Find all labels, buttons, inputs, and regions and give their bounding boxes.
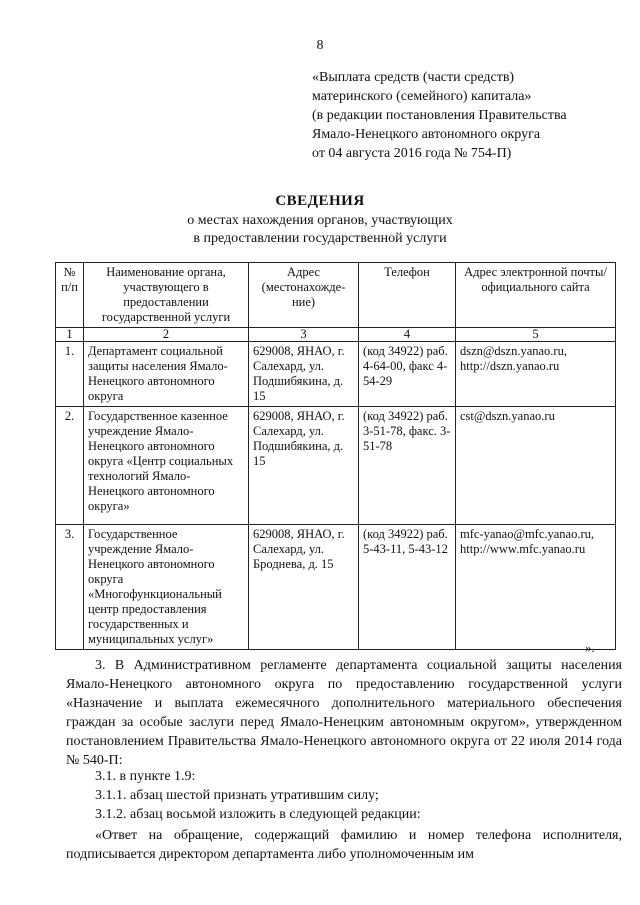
table-header-row: [56, 263, 616, 328]
row-agency-name: Департамент социальной защиты населения Ямало-Ненецкого автономного округа: [84, 342, 249, 407]
header-email: Адрес электронной почты/ официального сайта: [456, 263, 616, 328]
row-agency-name: Государственное казенное учреждение Ямало-Ненецкого автономного округа «Центр социальных технологий Ямало-Ненецкого автономного округа»: [84, 407, 249, 525]
row-num: 2.: [56, 407, 84, 525]
header-agency-name: Наименование органа, участвующего в предоставлении государственной услуги: [84, 263, 249, 328]
table-row: [56, 525, 616, 650]
closing-quote: ».: [585, 640, 595, 655]
header-phone: Телефон: [359, 263, 456, 328]
column-number: 1: [56, 328, 84, 342]
paragraph-3-1-2: 3.1.2. абзац восьмой изложить в следующей редакции:: [95, 807, 421, 822]
header-line: от 04 августа 2016 года № 754-П): [312, 146, 512, 161]
subtitle-line: о местах нахождения органов, участвующих: [187, 213, 453, 228]
page-number: 8: [316, 38, 324, 53]
column-number: 5: [456, 328, 616, 342]
header-line: (в редакции постановления Правительства: [312, 108, 567, 123]
document-title: СВЕДЕНИЯ: [275, 193, 365, 209]
row-phone: (код 34922) раб. 4-64-00, факс 4-54-29: [359, 342, 456, 407]
agencies-table: [55, 262, 616, 650]
quoted-paragraph: «Ответ на обращение, содержащий фамилию и номер телефона исполнителя, подписывается директором департамента либо уполномоченным им: [66, 828, 622, 862]
row-num: 3.: [56, 525, 84, 650]
table-column-numbers-row: [56, 328, 616, 342]
row-email: mfc-yanao@mfc.yanao.ru, http://www.mfc.yanao.ru: [456, 525, 616, 650]
header-num: № п/п: [56, 263, 84, 328]
table-row: [56, 342, 616, 407]
paragraph-3: 3. В Административном регламенте департамента социальной защиты населения Ямало-Ненецкого автономного округа по предоставлению государственной услуги «Назначение и выплата ежемесячного дополнительного материального обеспечения граждан за особые заслуги перед Ямало-Ненецким автономным округом», утвержденном постановлением Правительства Ямало-Ненецкого автономного округа от 22 июля 2014 года № 540-П:: [66, 658, 622, 768]
row-address: 629008, ЯНАО, г. Салехард, ул. Броднева, д. 15: [249, 525, 359, 650]
subtitle-line: в предоставлении государственной услуги: [193, 231, 447, 246]
row-phone: (код 34922) раб. 5-43-11, 5-43-12: [359, 525, 456, 650]
row-email: dszn@dszn.yanao.ru, http://dszn.yanao.ru: [456, 342, 616, 407]
column-number: 2: [84, 328, 249, 342]
column-number: 3: [249, 328, 359, 342]
paragraph-3-1: 3.1. в пункте 1.9:: [95, 769, 196, 784]
header-line: материнского (семейного) капитала»: [312, 89, 532, 104]
document-reference-header: [312, 68, 632, 163]
column-number: 4: [359, 328, 456, 342]
row-phone: (код 34922) раб. 3-51-78, факс. 3-51-78: [359, 407, 456, 525]
row-agency-name: Государственное учреждение Ямало-Ненецкого автономного округа «Многофункциональный центр предоставления государственных и муниципальных услуг»: [84, 525, 249, 650]
row-address: 629008, ЯНАО, г. Салехард, ул. Подшибякина, д. 15: [249, 407, 359, 525]
row-email: cst@dszn.yanao.ru: [456, 407, 616, 525]
header-line: Ямало-Ненецкого автономного округа: [312, 127, 541, 142]
paragraph-3-1-1: 3.1.1. абзац шестой признать утратившим силу;: [95, 788, 379, 803]
table-row: [56, 407, 616, 525]
document-subtitle: [0, 212, 640, 248]
row-address: 629008, ЯНАО, г. Салехард, ул. Подшибякина, д. 15: [249, 342, 359, 407]
row-num: 1.: [56, 342, 84, 407]
header-line: «Выплата средств (части средств): [312, 70, 515, 85]
header-address: Адрес (местонахожде-ние): [249, 263, 359, 328]
